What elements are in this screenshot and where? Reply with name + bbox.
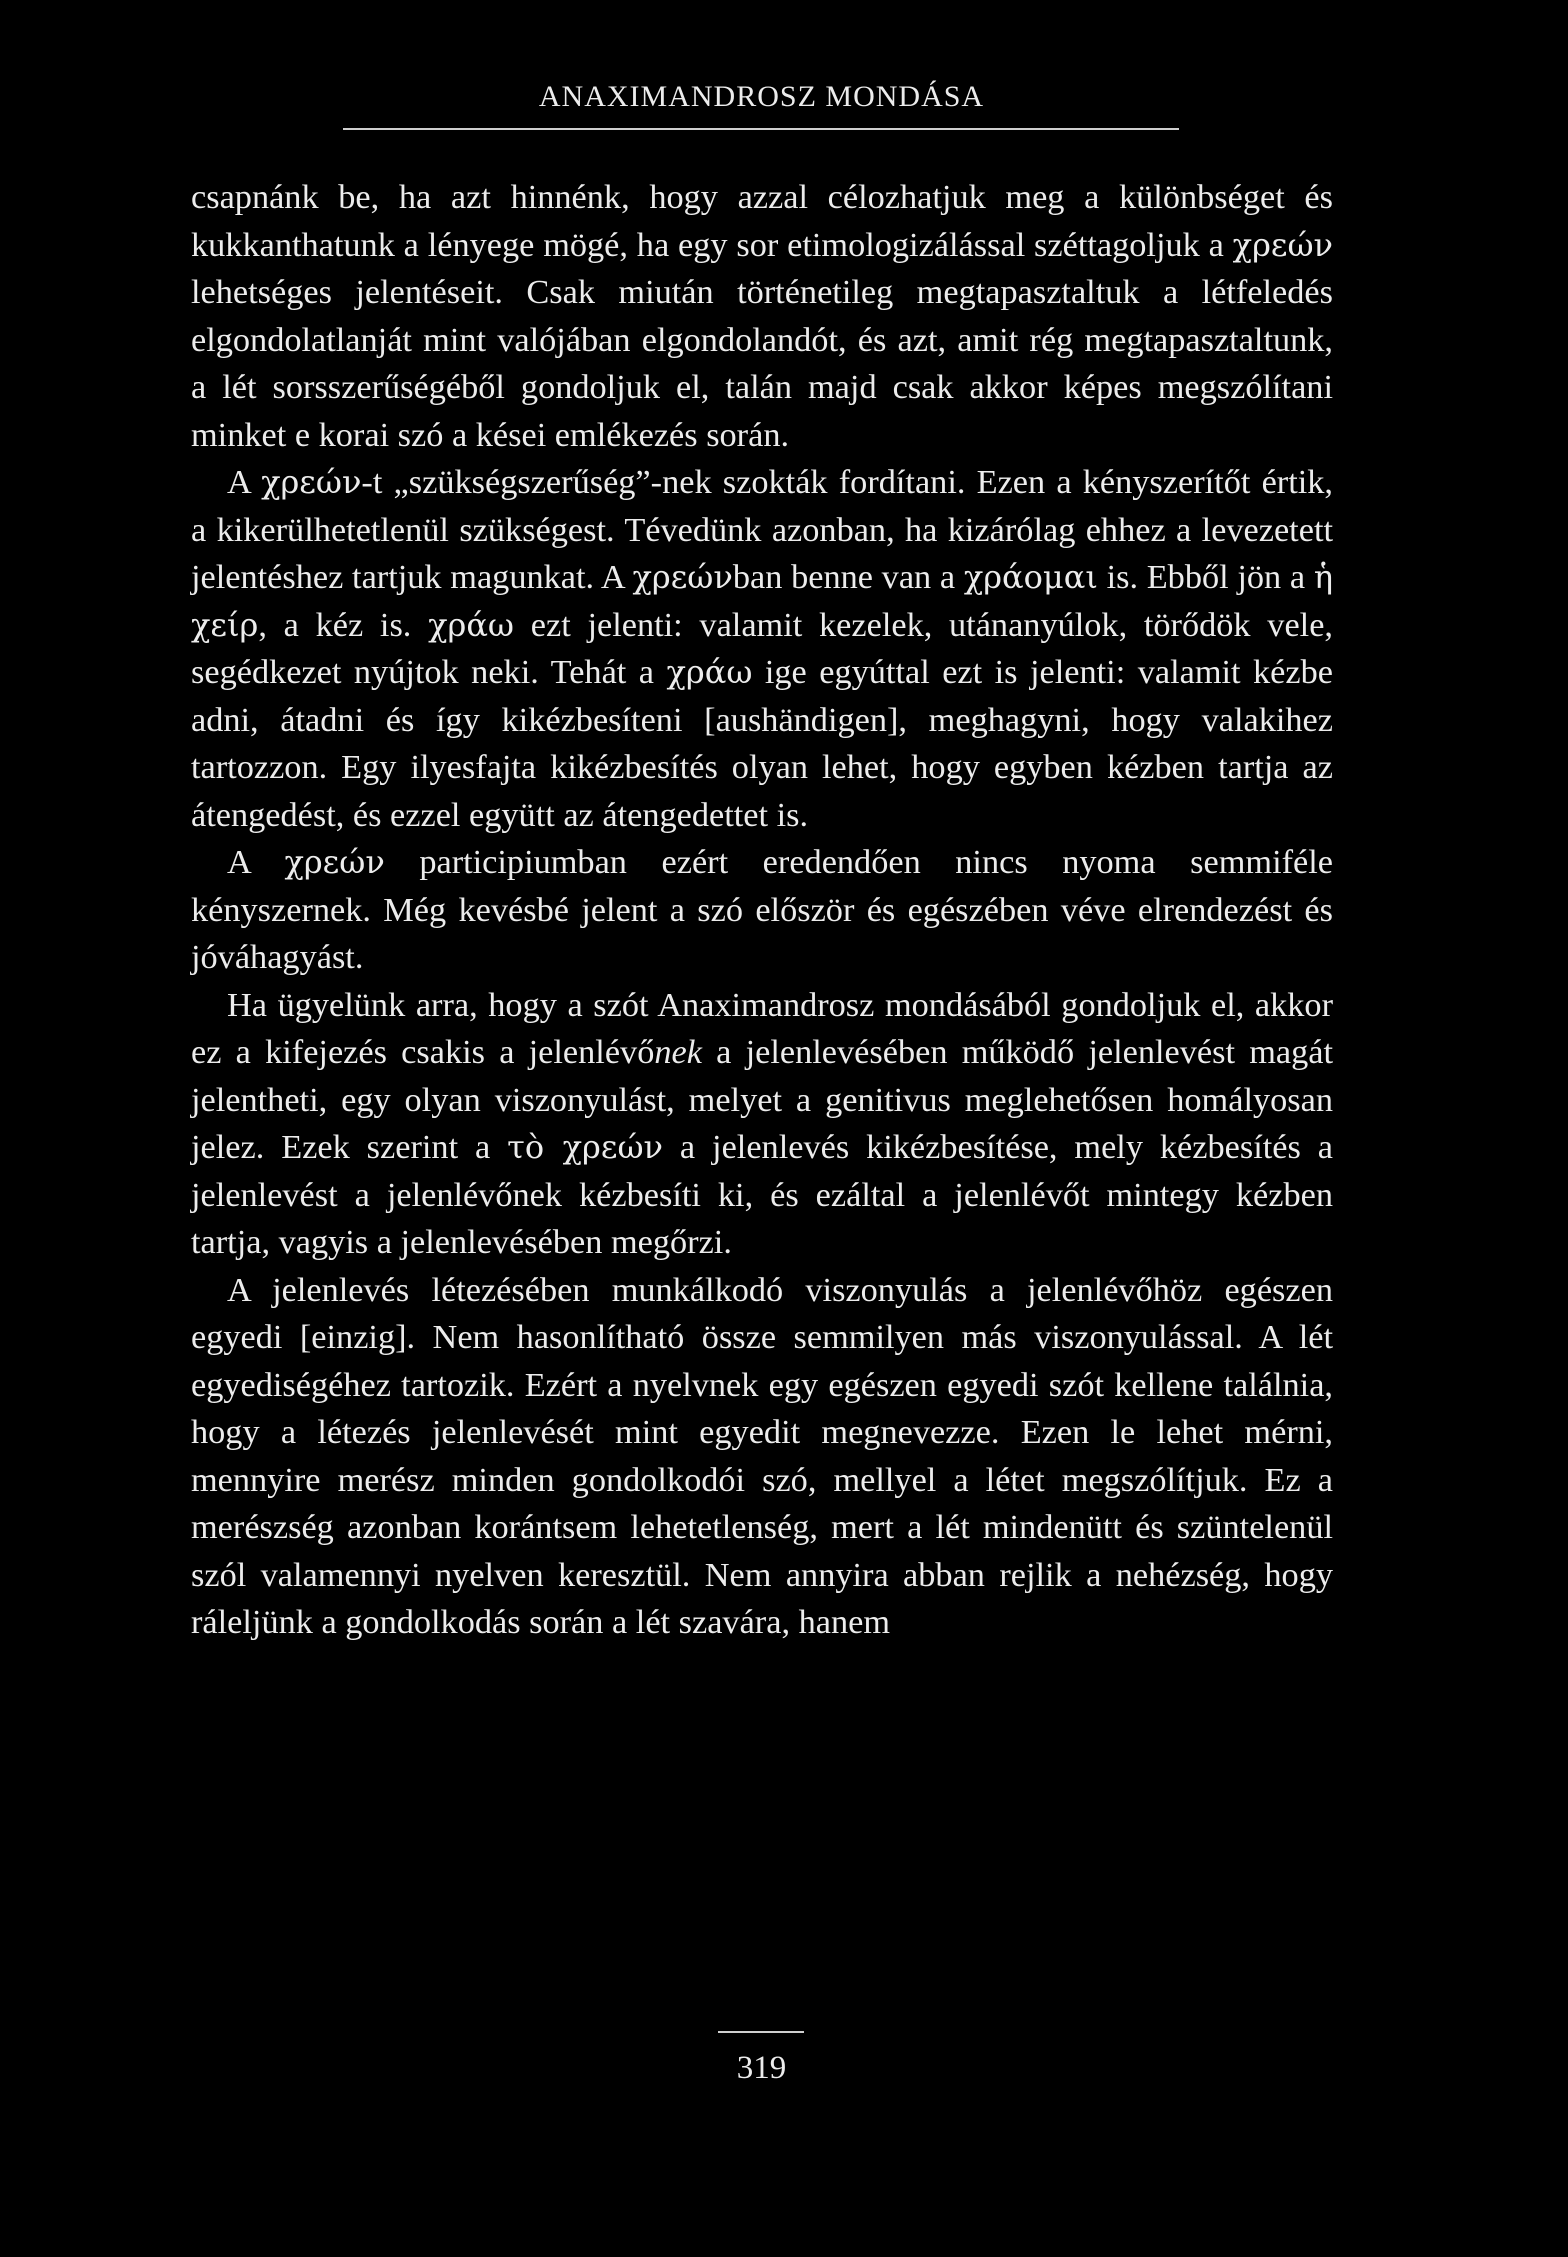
greek-term: χράω bbox=[428, 605, 515, 644]
paragraph bbox=[191, 174, 1333, 459]
greek-term: ἡ χείρ bbox=[191, 558, 1333, 644]
greek-term: χρεών bbox=[1232, 225, 1333, 264]
running-title: ANAXIMANDROSZ MONDÁSA bbox=[538, 80, 985, 113]
greek-term: τὸ χρεών bbox=[507, 1128, 663, 1166]
text-run: -t „szükségszerűség”-nek szokták fordítani. Ezen a kényszerítőt értik, a kikerülhetetlenül szükségest. Tévedünk azonban, ha kizárólag ehhez a levezetett jelentéshez tartjuk magunkat. A bbox=[191, 463, 1334, 596]
text-run: A bbox=[227, 463, 262, 501]
text-run: csapnánk be, ha azt hinnénk, hogy azzal célozhatjuk meg a különbséget és kukkanthatunk a lényege mögé, ha egy sor etimologizálással széttagoljuk a bbox=[191, 178, 1333, 264]
text-run: is. Ebből jön a bbox=[1097, 558, 1314, 596]
paragraph bbox=[191, 1267, 1333, 1647]
greek-term: χράομαι bbox=[963, 558, 1098, 596]
emphasis: nek bbox=[654, 1033, 702, 1071]
header-rule bbox=[343, 128, 1179, 130]
text-run: a jelenlevés kikézbesítése, mely kézbesítés a jelenlevést a jelenlévőnek kézbesíti ki, és ezáltal a jelenlévőt mintegy kézben tartja, vagyis a jelenlevésében megőrzi. bbox=[191, 1128, 1333, 1261]
text-run: A bbox=[227, 843, 285, 881]
text-run: a jelenlevésében működő jelenlevést magát jelentheti, egy olyan viszonyulást, melyet a genitivus meglehetősen homályosan jelez. Ezek szerint a bbox=[191, 1033, 1333, 1166]
text-run: A jelenlevés létezésében munkálkodó viszonyulás a jelenlévőhöz egészen egyedi [einzig]. Nem hasonlítható össze semmilyen más viszonyulással. A lét egyediségéhez tartozik. Ezért a nyelvnek egy egészen egyedi szót kellene találnia, hogy a létezés jelenlevését mint egyedit megnevezze. Ezen le lehet mérni, mennyire merész minden gondolkodói szó, mellyel a létet megszólítjuk. Ez a merészség azonban korántsem lehetetlenség, mert a lét mindenütt és szüntelenül szól valamennyi nyelven keresztül. Nem annyira abban rejlik a nehézség, hogy ráleljünk a gondolkodás során a lét szavára, hanem bbox=[191, 1270, 1333, 1641]
page-number: 319 bbox=[736, 2050, 787, 2086]
body-text bbox=[191, 174, 1333, 1647]
text-run: participiumban ezért eredendően nincs nyoma semmiféle kényszernek. Még kevésbé jelent a szó először és egészében véve elrendezést és jóváhagyást. bbox=[191, 843, 1333, 976]
paragraph bbox=[191, 839, 1333, 982]
paragraph bbox=[191, 459, 1333, 839]
greek-term: χρεών bbox=[261, 463, 362, 501]
greek-term: χράω bbox=[666, 653, 753, 691]
text-run: Ha ügyelünk arra, hogy a szót Anaximandrosz mondásából gondoljuk el, akkor ez a kifejezés csakis a jelenlévő bbox=[191, 985, 1333, 1071]
text-run: ige egyúttal ezt is jelenti: valamit kézbe adni, átadni és így kikézbesíteni [aushändigen], meghagyni, hogy valakihez tartozzon. Egy ilyesfajta kikézbesítés olyan lehet, hogy egyben kézben tartja az átengedést, és ezzel együtt az átengedettet is. bbox=[191, 653, 1333, 834]
text-run: ezt jelenti: valamit kezelek, utánanyúlok, törődök vele, segédkezet nyújtok neki. Tehát a bbox=[191, 605, 1334, 691]
text-run: lehetséges jelentéseit. Csak miután történetileg megtapasztaltuk a létfeledés elgondolatlanját mint valójában elgondolandót, és azt, amit rég megtapasztaltunk, a lét sorsszerűségéből gondoljuk el, talán majd csak akkor képes megszólítani minket e korai szó a kései emlékezés során. bbox=[191, 273, 1333, 454]
greek-term: χρεών bbox=[632, 558, 733, 596]
text-run: , a kéz is. bbox=[258, 605, 429, 644]
footer-rule bbox=[718, 2031, 804, 2033]
greek-term: χρεών bbox=[284, 843, 385, 881]
paragraph bbox=[191, 982, 1333, 1267]
text-run: ban benne van a bbox=[732, 558, 964, 596]
